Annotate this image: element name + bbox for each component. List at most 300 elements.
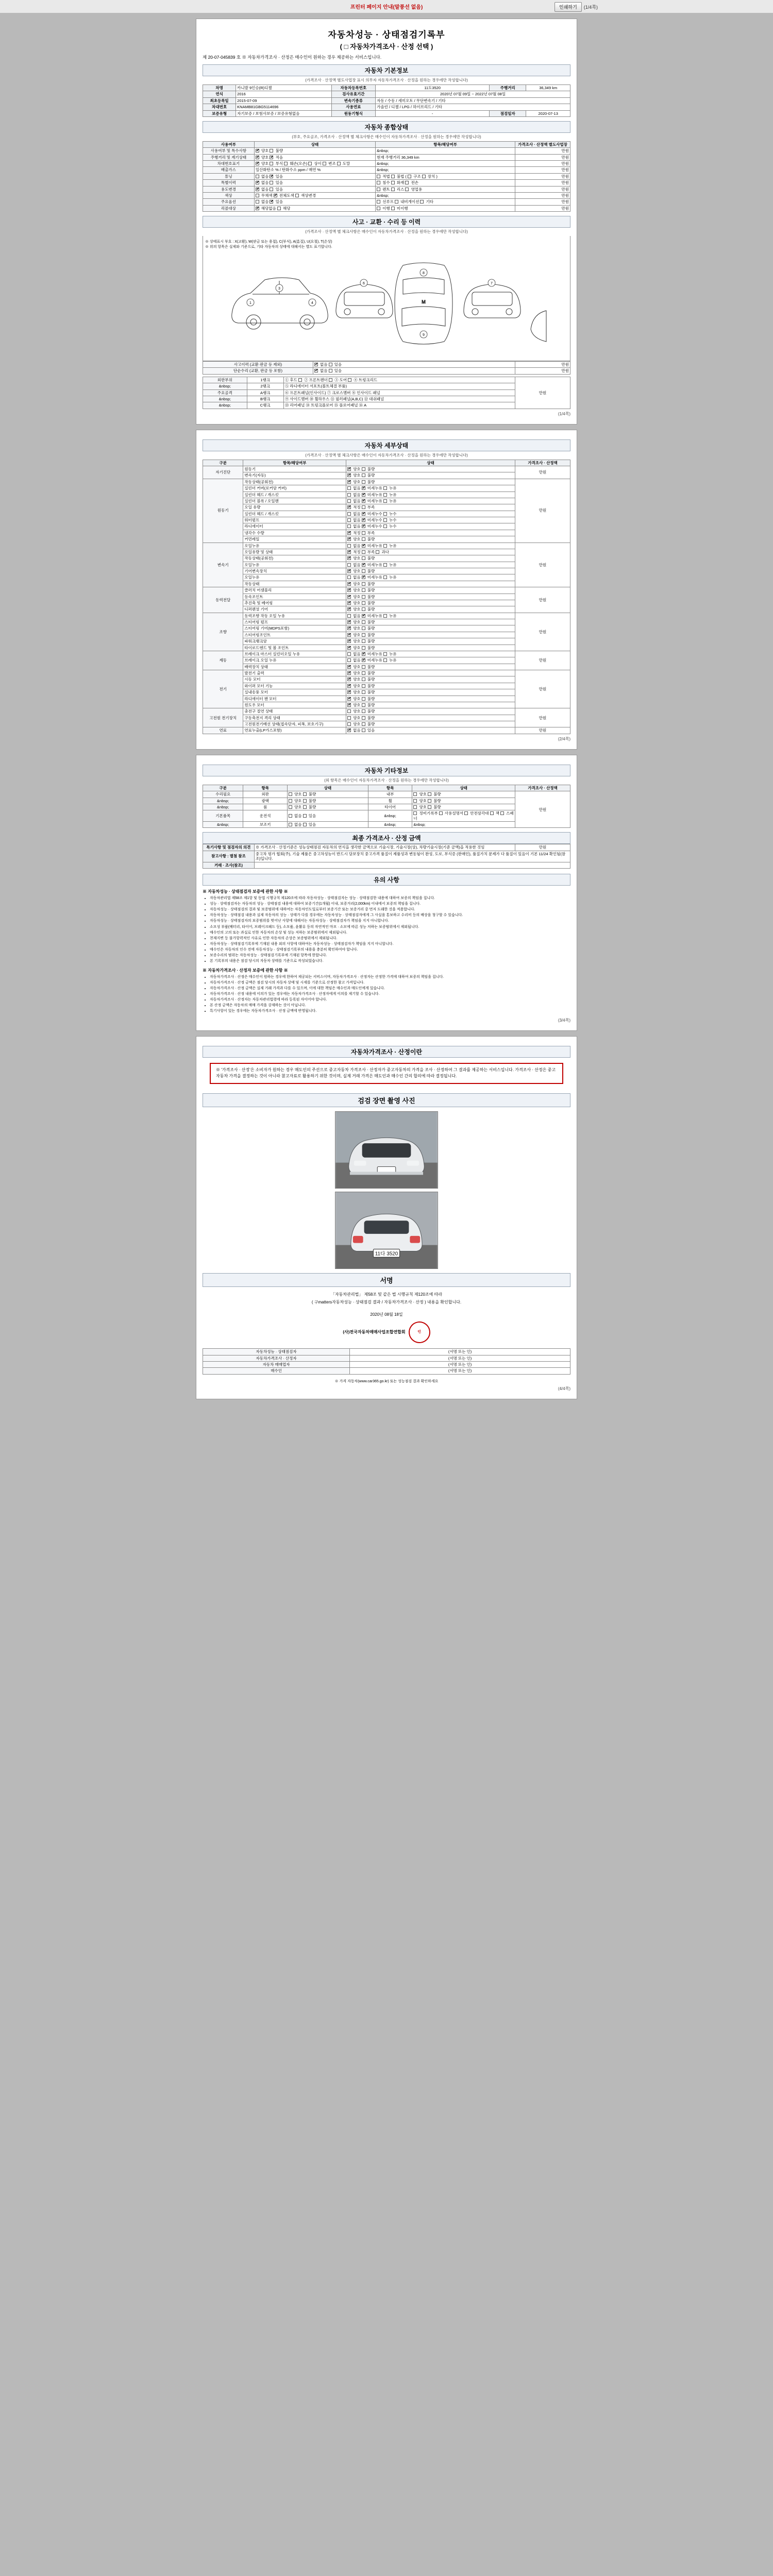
- checkbox-empty[interactable]: [347, 518, 351, 522]
- detail-state[interactable]: 없음 ✔ 미세누유 누유: [346, 651, 515, 657]
- checkbox-checked[interactable]: [347, 556, 351, 560]
- checkbox-empty[interactable]: [362, 703, 365, 707]
- checkbox-checked[interactable]: [347, 646, 351, 650]
- checkbox-empty[interactable]: [383, 512, 387, 516]
- checkbox-empty[interactable]: [347, 658, 351, 662]
- detail-state[interactable]: ✔ 양호 불량: [346, 632, 515, 638]
- accident-row-options[interactable]: ✔ 없음 있음: [313, 368, 515, 374]
- detail-state[interactable]: ✔ 양호 불량: [346, 466, 515, 472]
- checkbox-empty[interactable]: [323, 162, 326, 165]
- overall-row-label: 차대번호표기: [203, 161, 255, 167]
- checkbox-empty[interactable]: [383, 518, 387, 522]
- detail-state[interactable]: ✔ 양호 불량: [346, 645, 515, 651]
- overall-row-detail[interactable]: &nbsp;: [376, 167, 515, 173]
- detail-state[interactable]: ✔ 양호 불량: [346, 625, 515, 632]
- detail-state[interactable]: 없음 ✔ 미세누수 누수: [346, 523, 515, 530]
- etc-state2[interactable]: 정비기록부 사용설명서 안전삼각대 잭 스패너: [412, 810, 515, 822]
- detail-item: 타이로드엔드 및 볼 조인트: [243, 645, 346, 651]
- checkbox-empty[interactable]: [362, 556, 365, 560]
- detail-state[interactable]: ✔ 양호 불량: [346, 696, 515, 702]
- checkbox-empty[interactable]: [308, 162, 312, 165]
- checkbox-checked[interactable]: [347, 639, 351, 643]
- overall-row-state[interactable]: ✔ 양호 부식 훼손(오손) 상이 변조 도말: [254, 161, 375, 167]
- legend-items[interactable]: ① 후드 ② 프론트펜더 ③ 도어 ④ 트렁크리드: [283, 377, 515, 383]
- detail-state[interactable]: 없음 ✔ 미세누유 누유: [346, 562, 515, 568]
- checkbox-empty[interactable]: [362, 620, 365, 624]
- section-detail: 자동차 세부상태: [203, 439, 570, 451]
- checkbox-checked[interactable]: [256, 181, 259, 184]
- section-accident: 사고 · 교환 · 수리 등 이력: [203, 216, 570, 228]
- checkbox-empty[interactable]: [348, 378, 351, 382]
- checkbox-empty[interactable]: [303, 805, 307, 809]
- detail-price: 만원: [515, 613, 570, 651]
- checkbox-empty[interactable]: [413, 792, 417, 796]
- svg-text:6: 6: [363, 282, 365, 285]
- etc-state[interactable]: 없음 있음: [287, 810, 368, 822]
- checkbox-empty[interactable]: [383, 575, 387, 579]
- terms-item: • 자동차성능 · 상태점검의 결과 및 보증범위에 대하여는 자동차인도일로부터 보증기간 또는 보증거리 중 먼저 도래한 것을 적용합니다.: [210, 907, 570, 912]
- detail-state[interactable]: ✔ 양호 불량: [346, 587, 515, 594]
- checkbox-empty[interactable]: [329, 369, 332, 372]
- checkbox-checked[interactable]: [347, 626, 351, 630]
- legend-items[interactable]: ⑥ 프론트패널(인사이드) ⑦ 크로스멤버 ⑧ 인사이드 패널: [283, 389, 515, 396]
- detail-state[interactable]: ✔ 양호 불량: [346, 638, 515, 645]
- overall-row-detail[interactable]: 침수 화재 전손: [376, 180, 515, 186]
- checkbox-checked[interactable]: [347, 633, 351, 637]
- checkbox-checked[interactable]: [347, 697, 351, 701]
- checkbox-empty[interactable]: [500, 811, 504, 815]
- overall-row-detail[interactable]: 렌트 리스 영업용: [376, 186, 515, 192]
- detail-item: 오일유량 및 상태: [243, 549, 346, 555]
- checkbox-checked[interactable]: [256, 207, 259, 210]
- checkbox-checked[interactable]: [347, 569, 351, 573]
- page-title: 자동차성능 · 상태점검기록부: [328, 30, 445, 40]
- checkbox-empty[interactable]: [408, 175, 411, 178]
- checkbox-empty[interactable]: [303, 814, 307, 818]
- signature-value[interactable]: (서명 또는 인): [350, 1362, 570, 1368]
- checkbox-checked[interactable]: [314, 369, 318, 372]
- checkbox-empty[interactable]: [295, 194, 299, 197]
- checkbox-checked[interactable]: [347, 473, 351, 477]
- checkbox-empty[interactable]: [362, 595, 365, 599]
- detail-state[interactable]: ✔ 양호 불량: [346, 581, 515, 587]
- checkbox-empty[interactable]: [391, 181, 395, 184]
- checkbox-empty[interactable]: [329, 378, 332, 382]
- checkbox-checked[interactable]: [256, 149, 259, 152]
- detail-state[interactable]: ✔ 양호 불량: [346, 689, 515, 696]
- checkbox-checked[interactable]: [362, 524, 365, 528]
- checkbox-empty[interactable]: [362, 537, 365, 541]
- checkbox-empty[interactable]: [347, 563, 351, 567]
- doc-intro: 제 20-07-045839 호 ※ 자동차가격조사 · 산정은 매수인이 원하는 경우 제공하는 서비스입니다.: [203, 55, 382, 60]
- checkbox-checked[interactable]: [270, 175, 273, 178]
- checkbox-empty[interactable]: [405, 188, 409, 191]
- checkbox-checked[interactable]: [362, 512, 365, 516]
- checkbox-empty[interactable]: [289, 823, 292, 826]
- checkbox-empty[interactable]: [383, 563, 387, 567]
- checkbox-empty[interactable]: [347, 709, 351, 713]
- checkbox-empty[interactable]: [347, 614, 351, 618]
- checkbox-empty[interactable]: [270, 149, 273, 152]
- etc-item2: &nbsp;: [368, 810, 412, 822]
- checkbox-empty[interactable]: [362, 607, 365, 611]
- accident-row-options[interactable]: ✔ 없음 있음: [313, 362, 515, 368]
- checkbox-empty[interactable]: [362, 677, 365, 681]
- checkbox-checked[interactable]: [347, 703, 351, 707]
- checkbox-empty[interactable]: [347, 722, 351, 726]
- checkbox-empty[interactable]: [362, 690, 365, 694]
- checkbox-empty[interactable]: [298, 378, 302, 382]
- detail-state[interactable]: ✔ 양호 불량: [346, 536, 515, 543]
- legend-items[interactable]: ⑤ 라디에이터 서포트(볼트체결 부품): [283, 383, 515, 389]
- table-row: [203, 851, 570, 862]
- checkbox-empty[interactable]: [383, 486, 387, 490]
- overall-row-detail[interactable]: 적법 불법 ( 구조 장치 ): [376, 173, 515, 179]
- detail-state[interactable]: 양호 불량: [346, 721, 515, 727]
- detail-state[interactable]: ✔ 적정 부족: [346, 504, 515, 511]
- checkbox-empty[interactable]: [289, 805, 292, 809]
- checkbox-empty[interactable]: [383, 658, 387, 662]
- checkbox-empty[interactable]: [362, 626, 365, 630]
- detail-item: 와이퍼 모터 기능: [243, 683, 346, 689]
- overall-row-state[interactable]: 일산화탄소 % / 탄화수소 ppm / 매연 %: [254, 167, 375, 173]
- checkbox-empty[interactable]: [256, 194, 259, 197]
- checkbox-empty[interactable]: [362, 588, 365, 592]
- terms-item: • 자동차성능 · 상태점검 내용과 실제 자동차의 성능 · 상태가 다를 경우에는 자동차성능 · 상태점검자에게 그 사실을 통보하고 수리비 등의 배상을 청구할 수 있습니다.: [210, 913, 570, 918]
- detail-state[interactable]: 없음 ✔ 미세누유 누유: [346, 492, 515, 498]
- checkbox-empty[interactable]: [289, 799, 292, 803]
- detail-price: 만원: [515, 708, 570, 727]
- section-detail-note: (가격조사 · 산정액 별 체크사항은 매수인이 자동차가격조사 · 산정을 원하는 경우에만 작성합니다): [305, 452, 468, 457]
- checkbox-empty[interactable]: [383, 493, 387, 497]
- terms-item: • 본 산정 금액은 자동차의 매매 가격을 강제하는 것이 아닙니다.: [210, 1003, 570, 1008]
- checkbox-checked[interactable]: [270, 156, 273, 159]
- svg-text:M: M: [422, 299, 426, 304]
- final-price-table: [203, 844, 570, 869]
- checkbox-empty[interactable]: [395, 200, 398, 204]
- checkbox-empty[interactable]: [362, 716, 365, 720]
- etc-state[interactable]: 양호 불량: [287, 791, 368, 798]
- overall-row-detail[interactable]: 이행 미이행: [376, 205, 515, 211]
- detail-state[interactable]: 양호 불량: [346, 708, 515, 715]
- detail-state[interactable]: 없음 ✔ 미세누유 누유: [346, 543, 515, 549]
- detail-price: 만원: [515, 543, 570, 587]
- checkbox-checked[interactable]: [347, 550, 351, 554]
- checkbox-empty[interactable]: [405, 181, 409, 184]
- detail-state[interactable]: ✔ 양호 불량: [346, 606, 515, 613]
- checkbox-empty[interactable]: [377, 207, 380, 210]
- checkbox-empty[interactable]: [362, 582, 365, 586]
- checkbox-empty[interactable]: [362, 467, 365, 471]
- overall-row-state[interactable]: ✔ 양호 불량: [254, 148, 375, 154]
- detail-state[interactable]: ✔ 적정 부족 과다: [346, 549, 515, 555]
- checkbox-empty[interactable]: [413, 799, 417, 803]
- print-button[interactable]: 인쇄하기: [554, 2, 582, 12]
- checkbox-empty[interactable]: [303, 792, 307, 796]
- detail-state[interactable]: ✔ 양호 불량: [346, 702, 515, 708]
- detail-state[interactable]: 없음 ✔ 미세누유 누유: [346, 574, 515, 581]
- checkbox-checked[interactable]: [347, 531, 351, 535]
- checkbox-empty[interactable]: [347, 575, 351, 579]
- value-reference: [254, 862, 570, 868]
- overall-row-detail[interactable]: &nbsp;: [376, 148, 515, 154]
- checkbox-empty[interactable]: [362, 671, 365, 675]
- detail-item: 배력장치 상태: [243, 664, 346, 670]
- detail-state[interactable]: ✔ 양호 불량: [346, 472, 515, 479]
- detail-state[interactable]: 없음 ✔ 미세누수 누수: [346, 511, 515, 517]
- checkbox-empty[interactable]: [422, 175, 426, 178]
- checkbox-checked[interactable]: [347, 620, 351, 624]
- detail-state[interactable]: 양호 불량: [346, 715, 515, 721]
- etc-state2[interactable]: &nbsp;: [412, 822, 515, 828]
- detail-item: 작동상태(공회전): [243, 555, 346, 562]
- checkbox-empty[interactable]: [377, 175, 380, 178]
- checkbox-empty[interactable]: [362, 722, 365, 726]
- checkbox-checked[interactable]: [256, 162, 259, 165]
- checkbox-checked[interactable]: [362, 563, 365, 567]
- checkbox-checked[interactable]: [362, 499, 365, 503]
- checkbox-empty[interactable]: [347, 544, 351, 548]
- checkbox-empty[interactable]: [383, 524, 387, 528]
- overall-row-detail[interactable]: &nbsp;: [376, 192, 515, 198]
- detail-item: 동력조향 작동 오일 누유: [243, 613, 346, 619]
- checkbox-checked[interactable]: [347, 537, 351, 541]
- checkbox-checked[interactable]: [362, 486, 365, 490]
- table-row: [203, 1368, 570, 1374]
- etc-group: &nbsp;: [203, 822, 243, 828]
- table-header-row: [203, 460, 570, 466]
- checkbox-checked[interactable]: [347, 595, 351, 599]
- overall-row-state[interactable]: 없음 ✔ 있음: [254, 173, 375, 179]
- checkbox-empty[interactable]: [289, 814, 292, 818]
- value-final-amount: 만원: [515, 844, 570, 851]
- detail-state[interactable]: ✔ 양호 불량: [346, 683, 515, 689]
- checkbox-empty[interactable]: [428, 799, 431, 803]
- terms-item: • 자동차관리법 제58조 제1항 및 동법 시행규칙 제120조에 따라 자동차성능 · 상태점검자는 성능 · 상태점검한 내용에 대하여 보증의 책임을 집니다.: [210, 896, 570, 901]
- checkbox-empty[interactable]: [391, 175, 395, 178]
- detail-state[interactable]: 없음 ✔ 미세누유 누유: [346, 498, 515, 504]
- seal-stamp-icon: 인: [407, 1320, 431, 1345]
- etc-state2[interactable]: 양호 불량: [412, 804, 515, 810]
- checkbox-checked[interactable]: [362, 652, 365, 656]
- checkbox-empty[interactable]: [270, 162, 273, 165]
- etc-state[interactable]: 양호 불량: [287, 804, 368, 810]
- checkbox-empty[interactable]: [303, 823, 307, 826]
- col-item: 항목/해당여부: [243, 460, 346, 466]
- detail-state[interactable]: ✔ 양호 불량: [346, 676, 515, 683]
- checkbox-checked[interactable]: [347, 607, 351, 611]
- checkbox-empty[interactable]: [490, 811, 494, 815]
- checkbox-empty[interactable]: [439, 811, 443, 815]
- checkbox-checked[interactable]: [274, 194, 277, 197]
- overall-row-state[interactable]: 없음 ✔ 있음: [254, 199, 375, 205]
- checkbox-empty[interactable]: [383, 614, 387, 618]
- checkbox-checked[interactable]: [362, 518, 365, 522]
- checkbox-checked[interactable]: [347, 677, 351, 681]
- checkbox-checked[interactable]: [347, 467, 351, 471]
- table-row: [203, 708, 570, 715]
- checkbox-checked[interactable]: [347, 505, 351, 509]
- checkbox-empty[interactable]: [464, 811, 468, 815]
- overall-row-state[interactable]: ✔ 해당없음 해당: [254, 205, 375, 211]
- detail-item: 브레이크 오일 누유: [243, 657, 346, 664]
- checkbox-empty[interactable]: [377, 181, 380, 184]
- checkbox-empty[interactable]: [362, 684, 365, 688]
- checkbox-empty[interactable]: [362, 665, 365, 669]
- checkbox-empty[interactable]: [362, 473, 365, 477]
- checkbox-empty[interactable]: [383, 652, 387, 656]
- checkbox-empty[interactable]: [347, 652, 351, 656]
- etc-state[interactable]: 양호 불량: [287, 798, 368, 804]
- detail-state[interactable]: ✔ 양호 불량: [346, 568, 515, 574]
- basic-info-table: [203, 84, 570, 117]
- checkbox-empty[interactable]: [413, 811, 417, 815]
- overall-row-state[interactable]: 무채색 ✔ 전체도색 색상변경: [254, 192, 375, 198]
- signature-value[interactable]: (서명 또는 인): [350, 1349, 570, 1355]
- checkbox-checked[interactable]: [347, 690, 351, 694]
- checkbox-empty[interactable]: [303, 799, 307, 803]
- detail-state[interactable]: ✔ 적정 부족: [346, 530, 515, 536]
- checkbox-empty[interactable]: [428, 792, 431, 796]
- association-name: (사)전국자동차매매사업조합연합회: [343, 1330, 406, 1335]
- checkbox-empty[interactable]: [391, 188, 395, 191]
- table-row: [203, 479, 570, 485]
- checkbox-empty[interactable]: [329, 363, 332, 366]
- checkbox-checked[interactable]: [347, 665, 351, 669]
- checkbox-empty[interactable]: [362, 697, 365, 701]
- terms-item: • 소모성 부품(배터리, 타이어, 브레이크패드 등), 소모품, 윤활유 등의 자연적인 마모 · 소모에 따른 성능 저하는 보증범위에서 제외됩니다.: [210, 925, 570, 930]
- checkbox-empty[interactable]: [362, 569, 365, 573]
- checkbox-checked[interactable]: [256, 188, 259, 191]
- signature-value[interactable]: (서명 또는 인): [350, 1355, 570, 1361]
- detail-state[interactable]: 없음 ✔ 미세누유 누유: [346, 657, 515, 664]
- checkbox-empty[interactable]: [428, 805, 431, 809]
- legend-items[interactable]: ⑬ 리어패널 ⑭ 트렁크플로어 ⑮ 플로어패널 ⑯ A: [283, 402, 515, 409]
- checkbox-empty[interactable]: [270, 181, 273, 184]
- checkbox-empty[interactable]: [347, 493, 351, 497]
- detail-state[interactable]: ✔ 양호 불량: [346, 594, 515, 600]
- checkbox-empty[interactable]: [362, 633, 365, 637]
- detail-state[interactable]: ✔ 양호 불량: [346, 619, 515, 625]
- checkbox-empty[interactable]: [420, 200, 424, 204]
- detail-item: 라디에이터: [243, 523, 346, 530]
- checkbox-empty[interactable]: [289, 792, 292, 796]
- car-outline-diagram: [222, 252, 551, 355]
- table-row: [203, 161, 570, 167]
- etc-state2[interactable]: 양호 불량: [412, 798, 515, 804]
- label-reference: 거래 · 조사(참조): [203, 862, 255, 868]
- checkbox-checked[interactable]: [362, 614, 365, 618]
- detail-item: 구동축전지 격리 상태: [243, 715, 346, 721]
- section-overall: 자동차 종합상태: [203, 121, 570, 133]
- checkbox-checked[interactable]: [270, 200, 273, 204]
- checkbox-checked[interactable]: [347, 728, 351, 732]
- rank-legend-table: [203, 377, 570, 409]
- checkbox-empty[interactable]: [347, 524, 351, 528]
- checkbox-empty[interactable]: [362, 550, 365, 554]
- table-header-row: [203, 785, 570, 791]
- checkbox-checked[interactable]: [347, 671, 351, 675]
- checkbox-empty[interactable]: [391, 207, 395, 210]
- checkbox-checked[interactable]: [362, 658, 365, 662]
- checkbox-checked[interactable]: [362, 493, 365, 497]
- checkbox-empty[interactable]: [362, 709, 365, 713]
- detail-state[interactable]: ✔ 양호 불량: [346, 664, 515, 670]
- checkbox-empty[interactable]: [256, 200, 259, 204]
- overall-row-price: 만원: [515, 192, 570, 198]
- checkbox-checked[interactable]: [362, 544, 365, 548]
- terms-item: • 자동차가격조사 · 산정 내용에 이의가 있는 경우에는 자동차가격조사 · 산정자에게 이의를 제기할 수 있습니다.: [210, 992, 570, 997]
- checkbox-empty[interactable]: [347, 486, 351, 490]
- checkbox-empty[interactable]: [377, 200, 380, 204]
- checkbox-empty[interactable]: [337, 162, 341, 165]
- detail-state[interactable]: ✔ 없음 있음: [346, 727, 515, 734]
- overall-row-state[interactable]: ✔ 양호 ✔ 적음: [254, 154, 375, 160]
- checkbox-empty[interactable]: [383, 499, 387, 503]
- detail-state[interactable]: 없음 ✔ 미세누수 누수: [346, 517, 515, 523]
- signature-value[interactable]: (서명 또는 인): [350, 1368, 570, 1374]
- signature-date: 2020년 08월 18일: [370, 1312, 403, 1317]
- detail-state[interactable]: ✔ 양호 불량: [346, 600, 515, 606]
- checkbox-empty[interactable]: [277, 207, 281, 210]
- checkbox-empty[interactable]: [362, 601, 365, 605]
- overall-row-state[interactable]: ✔ 없음 있음: [254, 180, 375, 186]
- checkbox-empty[interactable]: [413, 805, 417, 809]
- checkbox-checked[interactable]: [256, 156, 259, 159]
- checkbox-empty[interactable]: [377, 188, 380, 191]
- checkbox-empty[interactable]: [362, 505, 365, 509]
- detail-item: 디퍼렌셜 기어: [243, 606, 346, 613]
- overall-row-detail[interactable]: 현재 주행거리 36,349 km: [376, 154, 515, 160]
- etc-item: 광택: [243, 798, 288, 804]
- checkbox-empty[interactable]: [362, 531, 365, 535]
- detail-state[interactable]: 없음 ✔ 미세누유 누유: [346, 613, 515, 619]
- detail-state[interactable]: ✔ 양호 불량: [346, 555, 515, 562]
- checkbox-empty[interactable]: [347, 512, 351, 516]
- checkbox-empty[interactable]: [270, 188, 273, 191]
- checkbox-checked[interactable]: [347, 588, 351, 592]
- etc-state2[interactable]: 양호 불량: [412, 791, 515, 798]
- detail-state[interactable]: ✔ 양호 불량: [346, 670, 515, 676]
- etc-state[interactable]: 없음 있음: [287, 822, 368, 828]
- overall-row-state[interactable]: ✔ 없음 있음: [254, 186, 375, 192]
- checkbox-checked[interactable]: [362, 575, 365, 579]
- checkbox-empty[interactable]: [376, 550, 379, 554]
- print-controls[interactable]: [554, 2, 598, 12]
- checkbox-empty[interactable]: [256, 175, 259, 178]
- checkbox-empty[interactable]: [362, 728, 365, 732]
- legend-group: 주요골격: [203, 389, 247, 396]
- legend-items[interactable]: ⑨ 사이드멤버 ⑩ 휠하우스 ⑪ 필러패널(A,B,C) ⑫ 대쉬패널: [283, 396, 515, 402]
- checkbox-checked[interactable]: [347, 582, 351, 586]
- checkbox-checked[interactable]: [347, 601, 351, 605]
- detail-state[interactable]: ✔ 양호 불량: [346, 479, 515, 485]
- checkbox-empty[interactable]: [362, 639, 365, 643]
- overall-row-detail[interactable]: &nbsp;: [376, 161, 515, 167]
- checkbox-checked[interactable]: [314, 363, 318, 366]
- checkbox-empty[interactable]: [362, 480, 365, 484]
- checkbox-empty[interactable]: [347, 499, 351, 503]
- checkbox-checked[interactable]: [347, 684, 351, 688]
- checkbox-empty[interactable]: [362, 646, 365, 650]
- overall-row-detail[interactable]: 선루프 내비게이션 기타: [376, 199, 515, 205]
- checkbox-empty[interactable]: [383, 544, 387, 548]
- table-row: [203, 862, 570, 868]
- detail-state[interactable]: 없음 ✔ 미세누유 누유: [346, 485, 515, 492]
- checkbox-checked[interactable]: [347, 480, 351, 484]
- checkbox-empty[interactable]: [347, 716, 351, 720]
- checkbox-empty[interactable]: [284, 162, 288, 165]
